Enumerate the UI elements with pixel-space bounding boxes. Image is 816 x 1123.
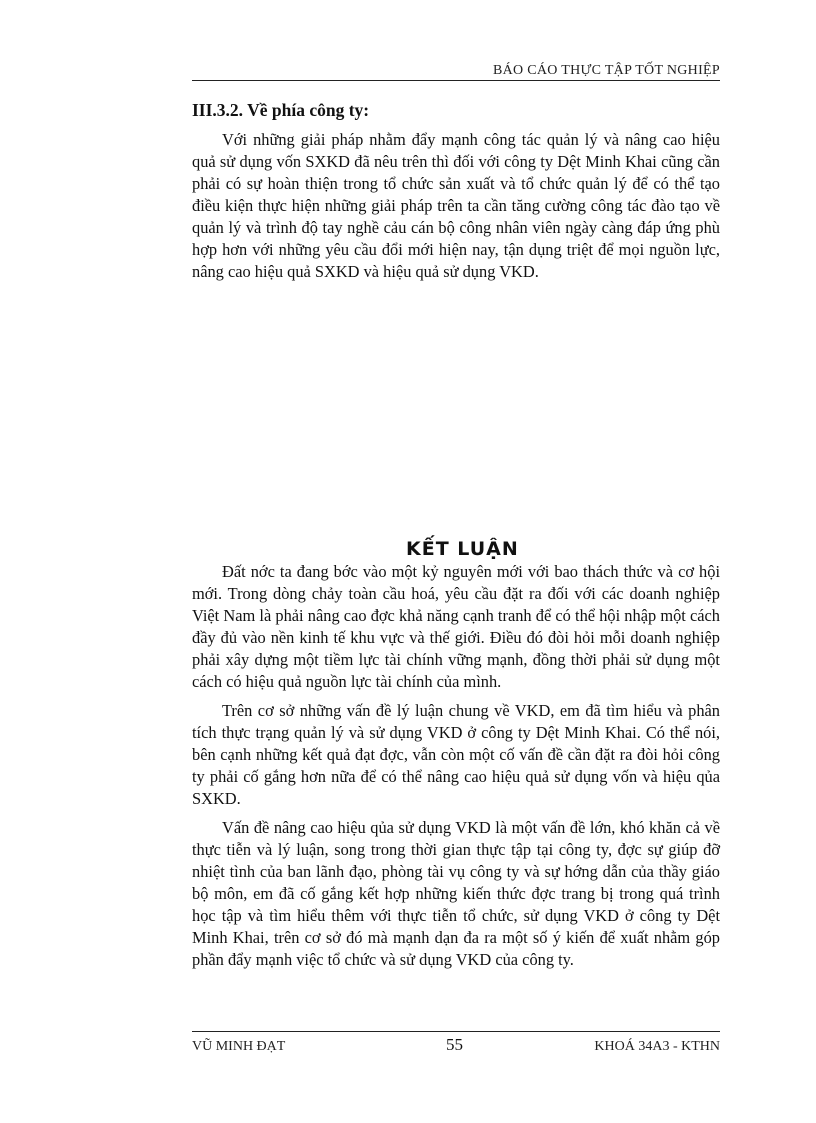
footer-author: VŨ MINH ĐẠT [192,1039,286,1054]
footer-divider [192,1031,720,1032]
footer-class-info: KHOÁ 34A3 - KTHN [594,1039,720,1054]
section-paragraph: Với những giải pháp nhằm đẩy mạnh công tác quản lý và nâng cao hiệu quả sử dụng vốn SXKD đã nêu trên thì đối với công ty Dệt Minh Khai cũng cần phải có sự hoàn thiện trong tổ chức sản xuất và tổ chức quản lý để có thể tạo điều kiện thực hiện những giải pháp trên ta cần tăng cường công tác đào tạo về quản lý và trình độ tay nghề cảu cán bộ công nhân viên ngày càng đáp ứng phù hợp hơn với những yêu cầu đổi mới hiện nay, tận dụng triệt để mọi nguồn lực, nâng cao hiệu quả SXKD và hiệu quả sử dụng VKD. [192,130,720,281]
section-body [192,129,720,290]
conclusion-title: KẾT LUẬN [406,538,519,560]
header-divider [192,80,720,81]
section-heading: III.3.2. Về phía công ty: [192,100,370,120]
page-header-title: BÁO CÁO THỰC TẬP TỐT NGHIỆP [492,63,720,78]
conclusion-paragraph-1: Đất nớc ta đang bớc vào một kỷ nguyên mới với bao thách thức và cơ hội mới. Trong dòng chảy toàn cầu hoá, yêu cầu đặt ra đối với các doanh nghiệp Việt Nam là phải nâng cao đợc khả năng cạnh tranh để có thể hội nhập một cách đầy đủ vào nền kinh tế khu vực và thế giới. Điều đó đòi hỏi mỗi doanh nghiệp phải xây dựng một tiềm lực tài chính vững mạnh, đồng thời phải sử dụng một cách có hiệu quả nguồn lực tài chính của mình. [192,562,720,691]
conclusion-paragraph-2: Trên cơ sở những vấn đề lý luận chung về VKD, em đã tìm hiểu và phân tích thực trạng quản lý và sử dụng VKD ở công ty Dệt Minh Khai. Có thể nói, bên cạnh những kết quả đạt đợc, vẫn còn một cố vấn đề cần đặt ra đòi hỏi công ty phải cố gắng hơn nữa để có thể nâng cao hiệu quả sử dụng vốn và hiệu qủa SXKD. [192,701,720,808]
conclusion-paragraph-3: Vấn đề nâng cao hiệu qủa sử dụng VKD là một vấn đề lớn, khó khăn cả về thực tiễn và lý luận, song trong thời gian thực tập tại công ty, đợc sự giúp đỡ nhiệt tình của ban lãnh đạo, phòng tài vụ công ty và sự hớng dẫn của thầy giáo bộ môn, em đã cố gắng kết hợp những kiến thức đợc trang bị trong quá trình học tập và tìm hiểu thêm với thực tiễn tổ chức, sử dụng VKD ở công ty Dệt Minh Khai, trên cơ sở đó mà mạnh dạn đa ra một số ý kiến để xuất nhằm góp phần đẩy mạnh việc tổ chức và sử dụng VKD của công ty. [192,818,720,969]
conclusion-body [192,561,720,978]
page-number: 55 [446,1035,463,1054]
